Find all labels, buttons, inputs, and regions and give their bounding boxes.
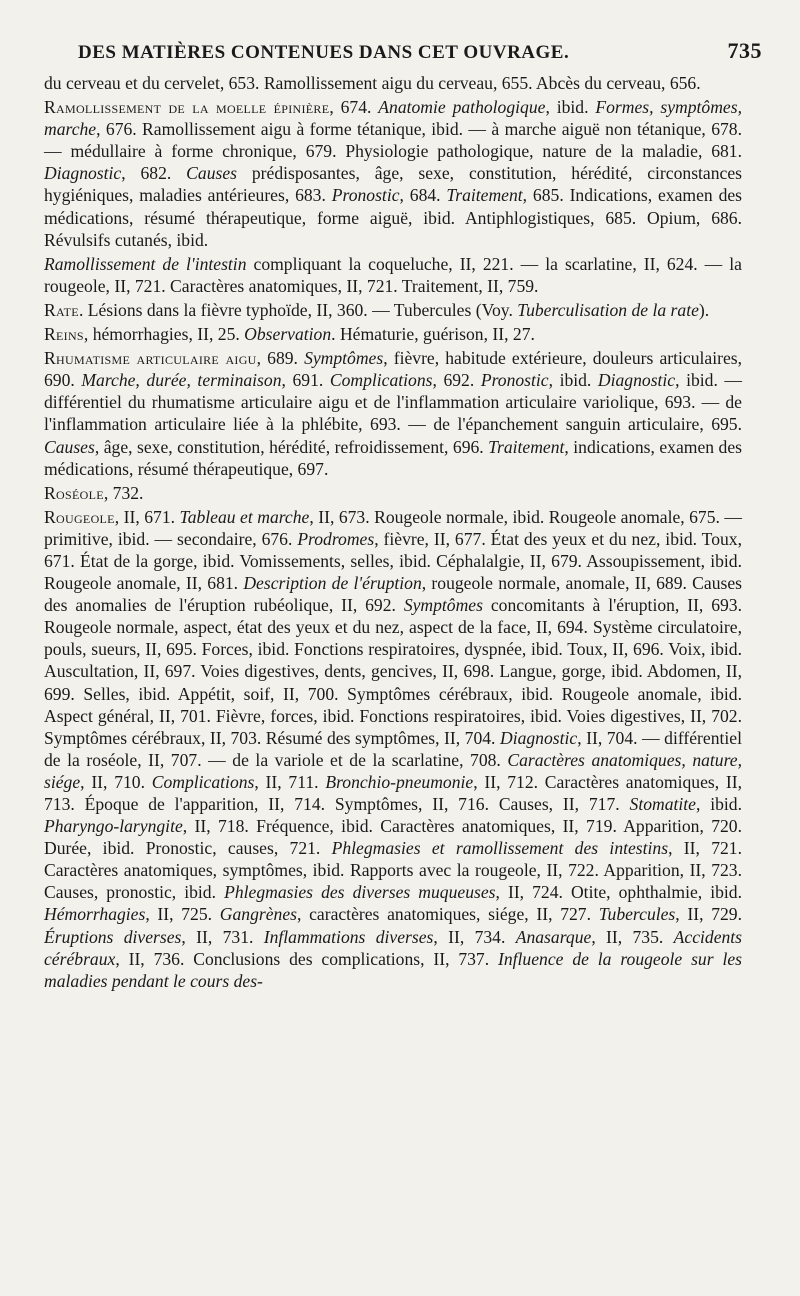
italic-term: Pronostic (480, 370, 549, 391)
italic-term: Anasarque (515, 926, 592, 947)
page-number: 735 (727, 38, 762, 63)
italic-term: Description de l'éruption (243, 573, 422, 594)
entry-text: , 684. (399, 185, 447, 206)
entry-text: concomitants à l'éruption, II, 693. Rougeole normale, aspect, état des yeux et du nez, aspect de la face, II, 694. Système circulatoire, pouls, sueurs, II, 695. Forces, ibid. Fonctions respiratoires, dyspnée, ibid. Toux, II, 696. Voix, ibid. Auscultation, II, 697. Voies digestives, dents, gencives, II, 698. Langue, gorge, ibid. Abdomen, II, 699. Selles, ibid. Appétit, soif, II, 700. Symptômes cérébraux, ibid. Rougeole anomale, ibid. Aspect général, II, 701. Fièvre, forces, ibid. Fonctions respiratoires, ibid. Voies digestives, II, 702. Symptômes cérébraux, II, 703. Résumé des symptômes, II, 704. (44, 595, 742, 748)
entry-text: , 732. (103, 482, 144, 503)
italic-term: Diagnostic (44, 163, 122, 184)
italic-term: Prodromes (297, 528, 375, 549)
entry-text: , 685. Indications, examen des médications, résumé thérapeutique, forme aiguë, ibid. Antiphlogistiques, 685. Opium, 686. Révulsifs cutanés, ibid. (44, 185, 743, 250)
entry-text: . Lésions dans la fièvre typhoïde, II, 360. — Tubercules (Voy. (78, 299, 518, 320)
entry-text: , 674. (329, 97, 379, 118)
entry-text: , II, 735. (591, 926, 674, 947)
index-entry-reins (44, 323, 742, 345)
index-entries (44, 72, 742, 992)
italic-term: Tubercules (598, 904, 676, 925)
italic-term: Symptômes (403, 595, 483, 616)
italic-term: Causes (186, 163, 237, 184)
entry-text: , II, 671. (114, 506, 180, 527)
entry-text: . Hématurie, guérison, II, 27. (331, 324, 535, 345)
entry-text: , hémorrhagies, II, 25. (83, 324, 245, 345)
index-entry-ramollissement-intestin (44, 253, 742, 297)
entry-headword: Roséole (44, 482, 104, 503)
entry-text: , rougeole normale, anomale, II, 689. Causes des anomalies de l'éruption rubéolique, II, 692. (44, 573, 743, 616)
italic-term: Éruptions diverses (44, 926, 182, 947)
entry-text: , 689. (256, 348, 305, 369)
entry-text: , ibid. (695, 794, 742, 814)
entry-text: prédisposantes, âge, sexe, constitution, hérédité, circonstances hygiéniques, maladies antérieures, 683. (44, 163, 742, 206)
entry-text: , II, 673. Rougeole normale, ibid. Rougeole anomale, 675. — primitive, ibid. — secondaire, 676. (44, 506, 742, 549)
entry-text: , indications, examen des médications, résumé thérapeutique, 697. (44, 436, 742, 479)
entry-headword: Rate (44, 299, 79, 320)
italic-term: Pharyngo-laryngite (44, 816, 183, 837)
index-entry-cont-cerveau (44, 72, 742, 94)
entry-headword: Rougeole (44, 506, 115, 527)
italic-term: Stomatite (629, 794, 696, 814)
entry-text: , II, 710. (80, 771, 152, 792)
italic-term: Phlegmasies et ramollissement des intestins (331, 838, 669, 859)
italic-term: Traitement (488, 436, 565, 457)
entry-text: , 682. (121, 163, 187, 184)
italic-term: Complications (151, 771, 255, 792)
entry-text: , II, 712. Caractères anatomiques, II, 713. Époque de l'apparition, II, 714. Symptômes, II, 716. Causes, II, 717. (44, 771, 742, 814)
italic-term: Traitement (446, 185, 523, 206)
entry-text: , ibid. (548, 370, 598, 391)
italic-term: Symptômes (304, 348, 384, 369)
entry-text: compliquant la coqueluche, II, 221. — la scarlatine, II, 624. — la rougeole, II, 721. Caractères anatomiques, II, 721. Traitement, II, 759. (44, 253, 742, 296)
entry-headword: Ramollissement de la moelle épinière (44, 97, 330, 118)
entry-text: , II, 736. Conclusions des complications, II, 737. (115, 948, 498, 969)
italic-term: Formes, symptômes, marche (44, 97, 742, 140)
italic-term: Hémorrhagies (44, 904, 146, 925)
italic-term: Tableau et marche (179, 506, 310, 527)
entry-text: , II, 731. (181, 926, 264, 947)
index-entry-ramollissement-moelle (44, 96, 742, 251)
running-header (78, 38, 762, 66)
entry-headword: Reins (44, 324, 84, 345)
italic-term: Diagnostic (597, 370, 676, 391)
entry-text: , 691. (281, 370, 330, 391)
entry-text: , II, 725. (145, 904, 220, 925)
entry-text: , II, 721. Caractères anatomiques, symptômes, ibid. Rapports avec la rougeole, II, 722. Apparition, II, 723. Causes, pronostic, ibid. (44, 838, 742, 903)
italic-term: Accidents cérébraux (44, 926, 743, 969)
italic-term: Bronchio-pneumonie (325, 771, 474, 792)
italic-term: Causes (44, 436, 95, 457)
italic-term: Marche, durée, terminaison (81, 370, 282, 391)
italic-term: Ramollissement de l'intestin (44, 253, 247, 274)
entry-text: , 692. (432, 370, 481, 391)
entry-text: , fièvre, habitude extérieure, douleurs articulaires, 690. (44, 348, 742, 391)
entry-text: ). (698, 299, 710, 320)
index-entry-rougeole (44, 506, 742, 992)
entry-text: , II, 724. Otite, ophthalmie, ibid. (495, 882, 742, 903)
italic-term: Diagnostic (499, 727, 578, 748)
italic-term: Complications (329, 370, 433, 391)
italic-term: Pronostic (331, 185, 400, 206)
entry-text: , II, 729. (675, 904, 743, 925)
index-entry-rhumatisme (44, 347, 742, 480)
italic-term: Influence de la rougeole sur les maladies pendant le cours des- (44, 948, 742, 991)
entry-headword: Rhumatisme articulaire aigu (44, 348, 257, 369)
entry-text: , ibid. — différentiel du rhumatisme articulaire aigu et de l'inflammation articulaire variolique, 693. — de l'inflammation articulaire liée à la phlébite, 693. — de l'épanchement sanguin articulaire, 695. (44, 370, 743, 435)
entry-text: , II, 704. — différentiel de la roséole, II, 707. — de la variole et de la scarlatine, 708. (44, 727, 742, 770)
italic-term: Tuberculisation de la rate (517, 299, 699, 320)
entry-text: , II, 711. (254, 771, 326, 792)
entry-text: , II, 718. Fréquence, ibid. Caractères anatomiques, II, 719. Apparition, 720. Durée, ibid. Pronostic, causes, 721. (44, 816, 742, 859)
entry-text: , II, 734. (433, 926, 516, 947)
italic-term: Inflammations diverses (263, 926, 434, 947)
italic-term: Observation (244, 324, 332, 345)
running-title: DES MATIÈRES CONTENUES DANS CET OUVRAGE. (78, 42, 570, 63)
entry-text: , ibid. (545, 97, 596, 118)
entry-text: , caractères anatomiques, siége, II, 727. (296, 904, 599, 925)
entry-text: du cerveau et du cervelet, 653. Ramollissement aigu du cerveau, 655. Abcès du cerveau, 656. (44, 73, 701, 93)
italic-term: Caractères anatomiques, nature, siége (44, 749, 742, 792)
index-entry-rate (44, 299, 742, 321)
entry-text: , âge, sexe, constitution, hérédité, refroidissement, 696. (94, 436, 489, 457)
italic-term: Gangrènes (219, 904, 297, 925)
entry-text: , fièvre, II, 677. État des yeux et du nez, ibid. Toux, 671. État de la gorge, ibid. Vomissements, selles, ibid. Céphalalgie, II, 679. Assoupissement, ibid. Rougeole anomale, II, 681. (44, 528, 742, 594)
index-entry-roseole (44, 482, 742, 504)
italic-term: Anatomie pathologique (378, 97, 546, 118)
entry-text: , 676. Ramollissement aigu à forme tétanique, ibid. — à marche aiguë non tétanique, 678. — médullaire à forme chronique, 679. Physiologie pathologique, nature de la maladie, 681. (44, 119, 742, 162)
italic-term: Phlegmasies des diverses muqueuses (224, 882, 496, 903)
